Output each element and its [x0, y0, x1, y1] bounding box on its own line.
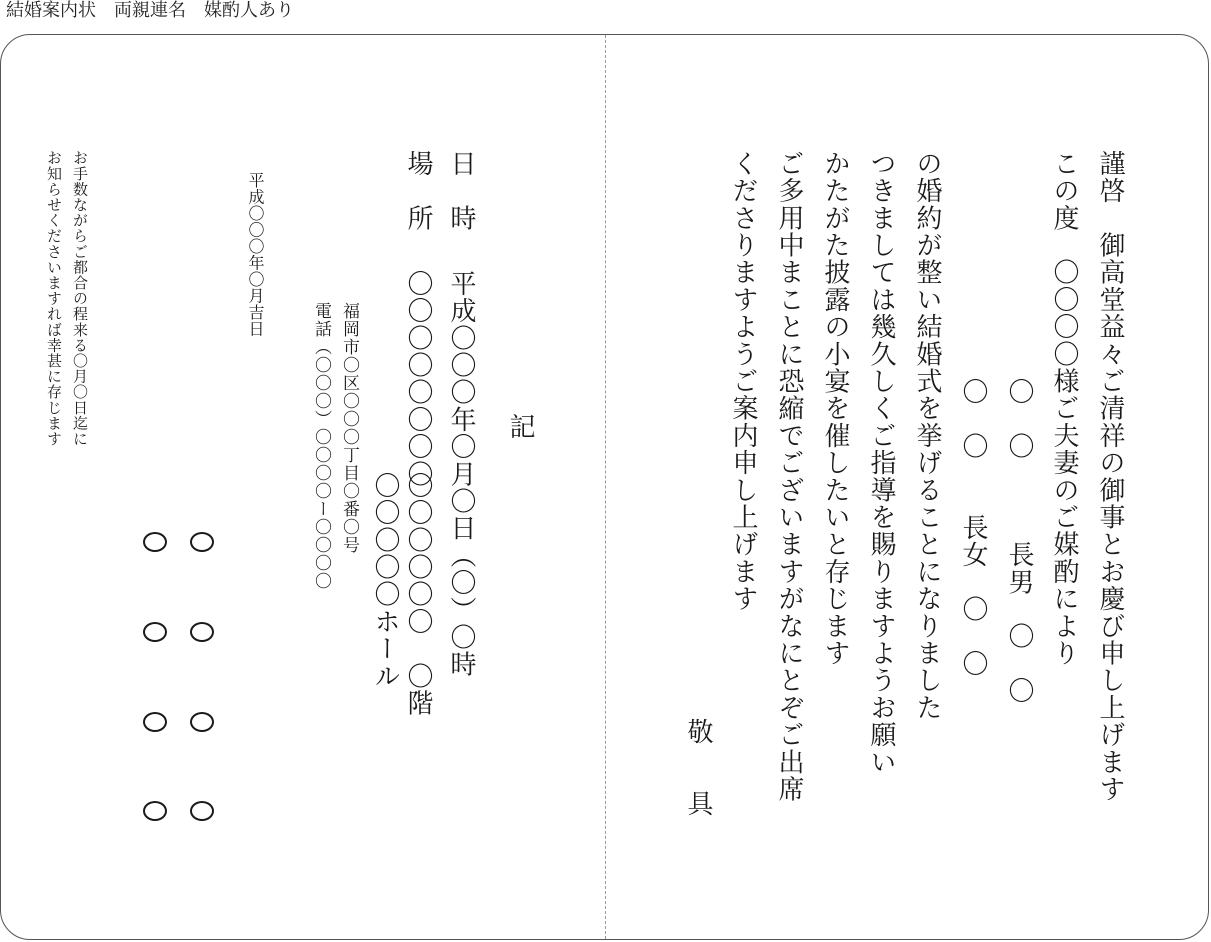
greeting-line-7: かたがた披露の小宴を催したいと存じます [820, 150, 850, 667]
greeting-line-9: くださりますようご案内申し上げます [728, 150, 758, 613]
greeting-line-1: 謹啓 御高堂益々ご清祥の御事とお慶び申し上げます [1095, 150, 1125, 803]
greeting-line-8: ご多用中まことに恐縮でございますがなにとぞご出席 [774, 150, 804, 803]
sender-name-mark [143, 622, 167, 642]
groom-parents-line: 〇 〇 長男 〇 〇 [1004, 378, 1034, 705]
bride-parents-line: 〇 〇 長女 〇 〇 [958, 378, 988, 678]
page-title: 結婚案内状 両親連名 媒酌人あり [6, 0, 294, 21]
fold-line [605, 35, 606, 939]
closing-keigu: 敬 具 [683, 718, 713, 826]
venue-phone: 電話（〇〇〇）〇〇〇〇ー〇〇〇〇 [311, 302, 331, 590]
datetime-label: 日 時 [446, 150, 476, 232]
venue-floor-line: 〇〇〇〇〇〇 〇階 [403, 472, 433, 717]
sender-name-mark [143, 532, 167, 552]
sender-name-mark [190, 712, 214, 732]
datetime-value: 平成〇〇〇年〇月〇日（〇）〇時 [446, 270, 476, 678]
sender-name-mark [190, 801, 214, 821]
sender-name-mark [143, 801, 167, 821]
venue-address: 福岡市〇区〇〇〇丁目〇番〇号 [339, 302, 359, 554]
greeting-line-6: つきましては幾久しくご指導を賜りますようお願い [866, 150, 896, 776]
greeting-line-5: の婚約が整い結婚式を挙げることになりました [912, 150, 942, 722]
place-label: 場 所 [403, 150, 433, 232]
rsvp-notice-line-1: お手数ながらご都合の程来る〇月〇日迄に [71, 150, 89, 447]
sender-name-mark [190, 622, 214, 642]
venue-hall-line: 〇〇〇〇〇ホール [370, 472, 400, 690]
sender-name-mark [190, 532, 214, 552]
greeting-line-2: この度 〇〇〇〇様ご夫妻のご媒酌により [1049, 150, 1079, 667]
place-value: 〇〇〇〇〇〇〇〇 [403, 270, 433, 488]
sender-name-mark [143, 712, 167, 732]
issue-date: 平成〇〇〇年〇月吉日 [246, 172, 265, 337]
ki-heading: 記 [505, 413, 535, 441]
rsvp-notice-line-2: お知らせくださいますれば幸甚に存じます [45, 150, 63, 447]
